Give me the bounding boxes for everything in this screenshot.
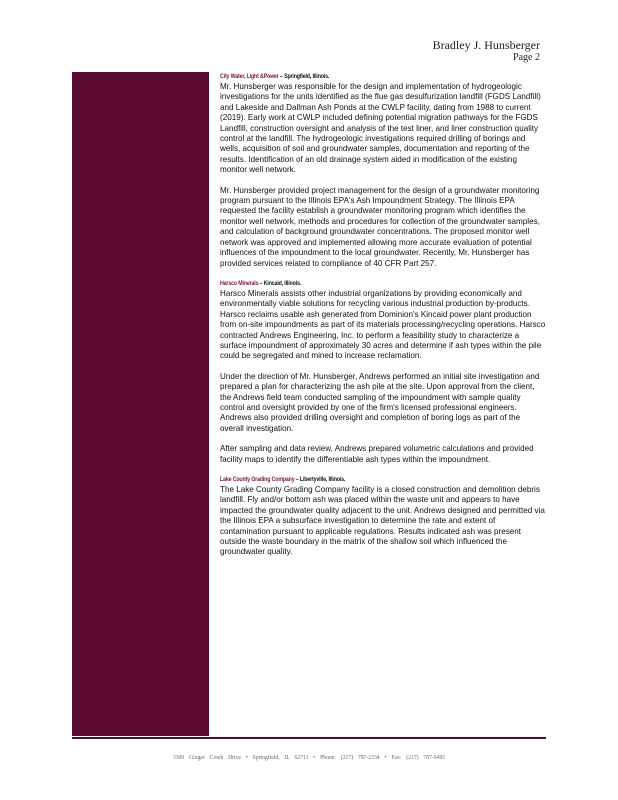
entry-client: City Water, Light &Power: [220, 73, 279, 80]
entry-separator: –: [280, 73, 283, 80]
entry-heading: [220, 72, 481, 82]
entry-paragraph: Harsco Minerals assists other industrial organizations by providing economically and environmentally viable solutions for recycling various industrial production by-products. Harsco reclaims usable ash generated from Dominion's Kincaid power plant production from on-site impoundments as part of its materials processing/recycling operations. Harsco contracted Andrews Engineering, Inc. to perform a feasibility study to characterize a surface impoundment of approximately 30 acres and determine if ash types within the pile could be segregated and mined to increase reclamation.: [220, 288, 546, 361]
entry-location: Kincaid, Illinois.: [263, 279, 302, 287]
project-entry-lake-county: [220, 475, 546, 558]
entry-paragraph: Under the direction of Mr. Hunsberger, Andrews performed an initial site investigation and prepared a plan for characterizing the ash pile at the site. Upon approval from the client, the Andrews field team conducted sampling of the impoundment with sample quality control and oversight provided by one of the firm's licensed professional engineers. Andrews also provided drilling oversight and completion of boring logs as part of the overall investigation.: [220, 371, 540, 433]
project-entry-cwlp: [220, 72, 546, 269]
resume-content: [220, 72, 546, 568]
entry-heading: [220, 279, 481, 289]
entry-paragraph: Mr. Hunsberger provided project management for the design of a groundwater monitoring program pursuant to the Illinois EPA's Ash Impoundment Strategy. The Illinois EPA requested the facility establish a groundwater monitoring program which identifies the monitor well network, methods and procedures for collection of the groundwater samples, and calculation of background groundwater concentrations. The proposed monitor well network was approved and implemented allowing more accurate evaluation of potential influences of the impoundment to the local groundwater. Recently, Mr. Hunsberger has provided services related to compliance of 40 CFR Part 257.: [220, 185, 540, 268]
entry-heading: [220, 475, 481, 485]
footer-divider: [72, 737, 546, 739]
entry-location: Springfield, Illinois.: [284, 73, 330, 80]
entry-separator: –: [295, 476, 299, 483]
entry-separator: –: [259, 279, 263, 287]
header-name: Bradley J. Hunsberger: [432, 38, 540, 52]
sidebar-accent-bar: [72, 72, 209, 736]
project-entry-harsco: [220, 279, 546, 465]
entry-client: Lake County Grading Company: [220, 476, 295, 483]
footer-address: 3300 Ginger Creek Drive • Springfield, IL 62711 • Phone: (217) 787-2334 • Fax: (217) 787-9495: [172, 754, 446, 761]
entry-paragraph: The Lake County Grading Company facility is a closed construction and demolition debris landfill. Fly and/or bottom ash was placed within the waste unit and appears to have impacted the groundwater quality adjacent to the unit. Andrews designed and permitted via the Illinois EPA a subsurface investigation to determine the rate and extent of contamination pursuant to applicable regulations. Results indicated ash was present outside the waste boundary in the matrix of the shallow soil which influenced the groundwater quality.: [220, 485, 545, 557]
entry-location: Libertyville, Illinois.: [299, 476, 346, 483]
entry-paragraph: Mr. Hunsberger was responsible for the design and implementation of hydrogeologic investigations for the units identified as the flue gas desulfurization landfill (FGDS Landfill) and Lakeside and Dallman Ash Ponds at the CWLP facility, dating from 1988 to current (2019). Early work at CWLP included defining potential migration pathways for the FGDS Landfill, construction oversight and analysis of the test liner, and liner construction quality control at the landfill. The hydrogeologic investigations required drilling of borings and wells, acquisition of soil and groundwater samples, documentation and reporting of the results. Identification of an old drainage system aided in modification of the existing monitor well network.: [220, 82, 541, 175]
header-page-number: Page 2: [513, 52, 540, 63]
entry-paragraph: After sampling and data review, Andrews prepared volumetric calculations and provided facility maps to identify the differentiable ash types within the impoundment.: [220, 444, 534, 464]
entry-client: Harsco Minerals: [220, 279, 259, 287]
